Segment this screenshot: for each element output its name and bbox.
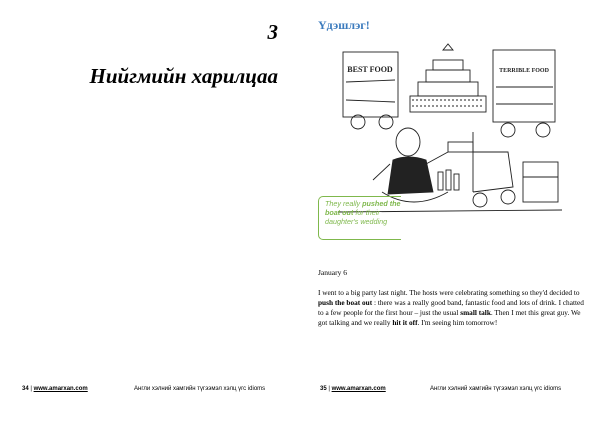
page-number: 35	[320, 386, 327, 392]
footer-book-title: Англи хэлний хамгийн түгээмэл хэлц үгс idioms	[430, 386, 562, 392]
callout-idiom: pushed the boat out	[325, 199, 401, 217]
party-illustration	[338, 42, 562, 220]
chapter-number: 3	[267, 20, 278, 44]
right-page	[300, 0, 600, 423]
truck-right-shape	[493, 50, 555, 122]
page-number: 34	[22, 386, 29, 392]
site-link[interactable]: www.amarxan.com	[331, 386, 386, 392]
section-heading: Үдэшлэг!	[318, 18, 370, 32]
illus-sign-right: TERRIBLE FOOD	[499, 68, 549, 74]
chapter-title: Нийгмийн харилцаа	[89, 64, 278, 88]
illus-sign-left: BEST FOOD	[347, 65, 393, 74]
footer-book-title: Англи хэлний хамгийн түгээмэл хэлц үгс idioms	[134, 386, 266, 392]
truck-left-shape	[343, 52, 398, 117]
footer-separator: |	[28, 386, 34, 392]
footer-right	[320, 386, 386, 392]
diary-paragraph: I went to a big party last night. The hosts were celebrating something so they'd decided to push the boat out : there was a really good band, fantastic food and lots of drink. I chatted to a few people for the first hour – just the usual small talk. Then I met this great guy. We got talking and we really hit it off. I'm seeing him tomorrow!	[318, 288, 584, 327]
idiom-small-talk: small talk	[460, 308, 491, 317]
idiom-hit-it-off: hit it off	[392, 318, 418, 327]
diary-date: January 6	[318, 268, 347, 277]
callout-text: They really pushed the boat out for their daughter's wedding	[325, 199, 401, 226]
idiom-push-the-boat-out: push the boat out	[318, 298, 373, 307]
footer-left	[22, 386, 88, 392]
site-link[interactable]: www.amarxan.com	[33, 386, 88, 392]
footer-separator: |	[326, 386, 332, 392]
